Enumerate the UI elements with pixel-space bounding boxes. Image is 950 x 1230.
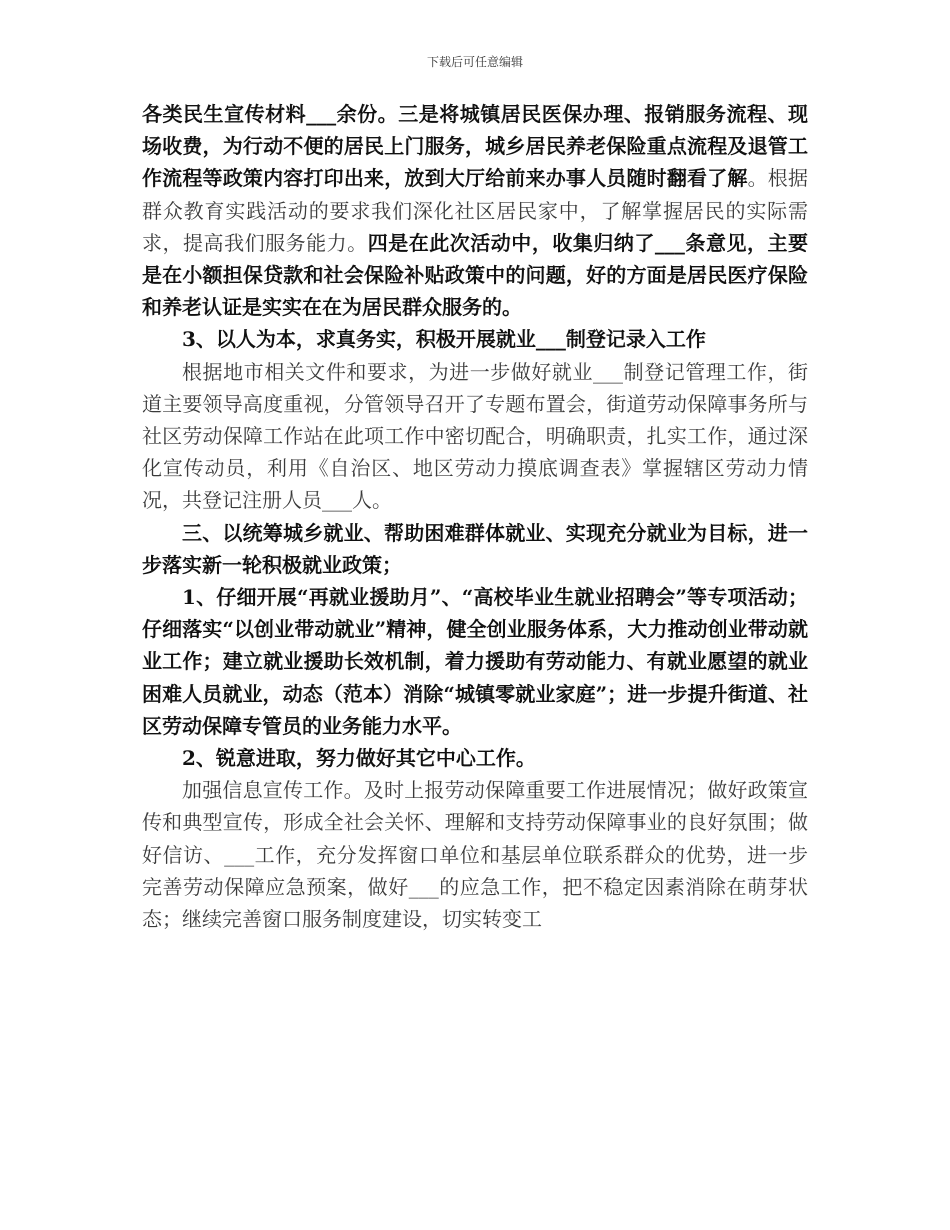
document-body (142, 98, 808, 935)
heading-item-2-text: 2、锐意进取，努力做好其它中心工作。 (182, 746, 536, 771)
paragraph-information-text: 加强信息宣传工作。及时上报劳动保障重要工作进展情况；做好政策宣传和典型宣传，形成全社会关怀、理解和支持劳动保障事业的良好氛围；做好信访、___工作，充分发挥窗口单位和基层单位联系群众的优势，进一步完善劳动保障应急预案，做好___的应急工作，把不稳定因素消除在萌芽状态；继续完善窗口服务制度建设，切实转变工 (142, 778, 808, 932)
heading-3-text: 3、以人为本，求真务实，积极开展就业___制登记录入工作 (182, 327, 706, 352)
paragraph-registration-details (142, 356, 808, 517)
paragraph-1-bold-b: 四是在此次活动中，收集归纳了___条意见，主要是在小额担保贷款和社会保险补贴政策中的问题，好的方面是居民医疗保险和养老认证是实实在在为居民群众服务的。 (142, 230, 809, 320)
paragraph-item-1-text: 1、仔细开展“再就业援助月”、“高校毕业生就业招聘会”等专项活动；仔细落实“以创业带动就业”精神，健全创业服务体系，大力推动创业带动就业工作；建立就业援助长效机制，着力援助有劳动能力、有就业愿望的就业困难人员就业，动态（范本）消除“城镇零就业家庭”；进一步提升街道、社区劳动保障专管员的业务能力水平。 (142, 585, 808, 738)
section-heading-3 (142, 517, 808, 581)
paragraph-1 (142, 98, 808, 323)
paragraph-information-work (142, 774, 808, 935)
section-heading-3-text: 三、以统筹城乡就业、帮助困难群体就业、实现充分就业为目标，进一步落实新一轮积极就业政策； (142, 520, 808, 577)
heading-3-employment-registration (142, 323, 808, 355)
heading-item-2 (142, 742, 808, 774)
page-header: 下载后可任意编辑 (426, 55, 523, 69)
paragraph-item-1 (142, 581, 808, 742)
paragraph-1-bold-a: 各类民生宣传材料___余份。三是将城镇居民医保办理、报销服务流程、现场收费，为行动不便的居民上门服务，城乡居民养老保险重点流程及退管工作流程等政策内容打印出来，放到大厅给前来办事人员随时翻看了解 (142, 102, 808, 191)
paragraph-registration-text: 根据地市相关文件和要求，为进一步做好就业___制登记管理工作，街道主要领导高度重视，分管领导召开了专题布置会，街道劳动保障事务所与社区劳动保障工作站在此项工作中密切配合，明确职责，扎实工作，通过深化宣传动员，利用《自治区、地区劳动力摸底调查表》掌握辖区劳动力情况，共登记注册人员___人。 (142, 359, 808, 513)
paragraph-1-normal: 。根据群众教育实践活动的要求我们深化社区居民家中，了解掌握居民的实际需求，提高我们服务能力。 (142, 166, 808, 255)
